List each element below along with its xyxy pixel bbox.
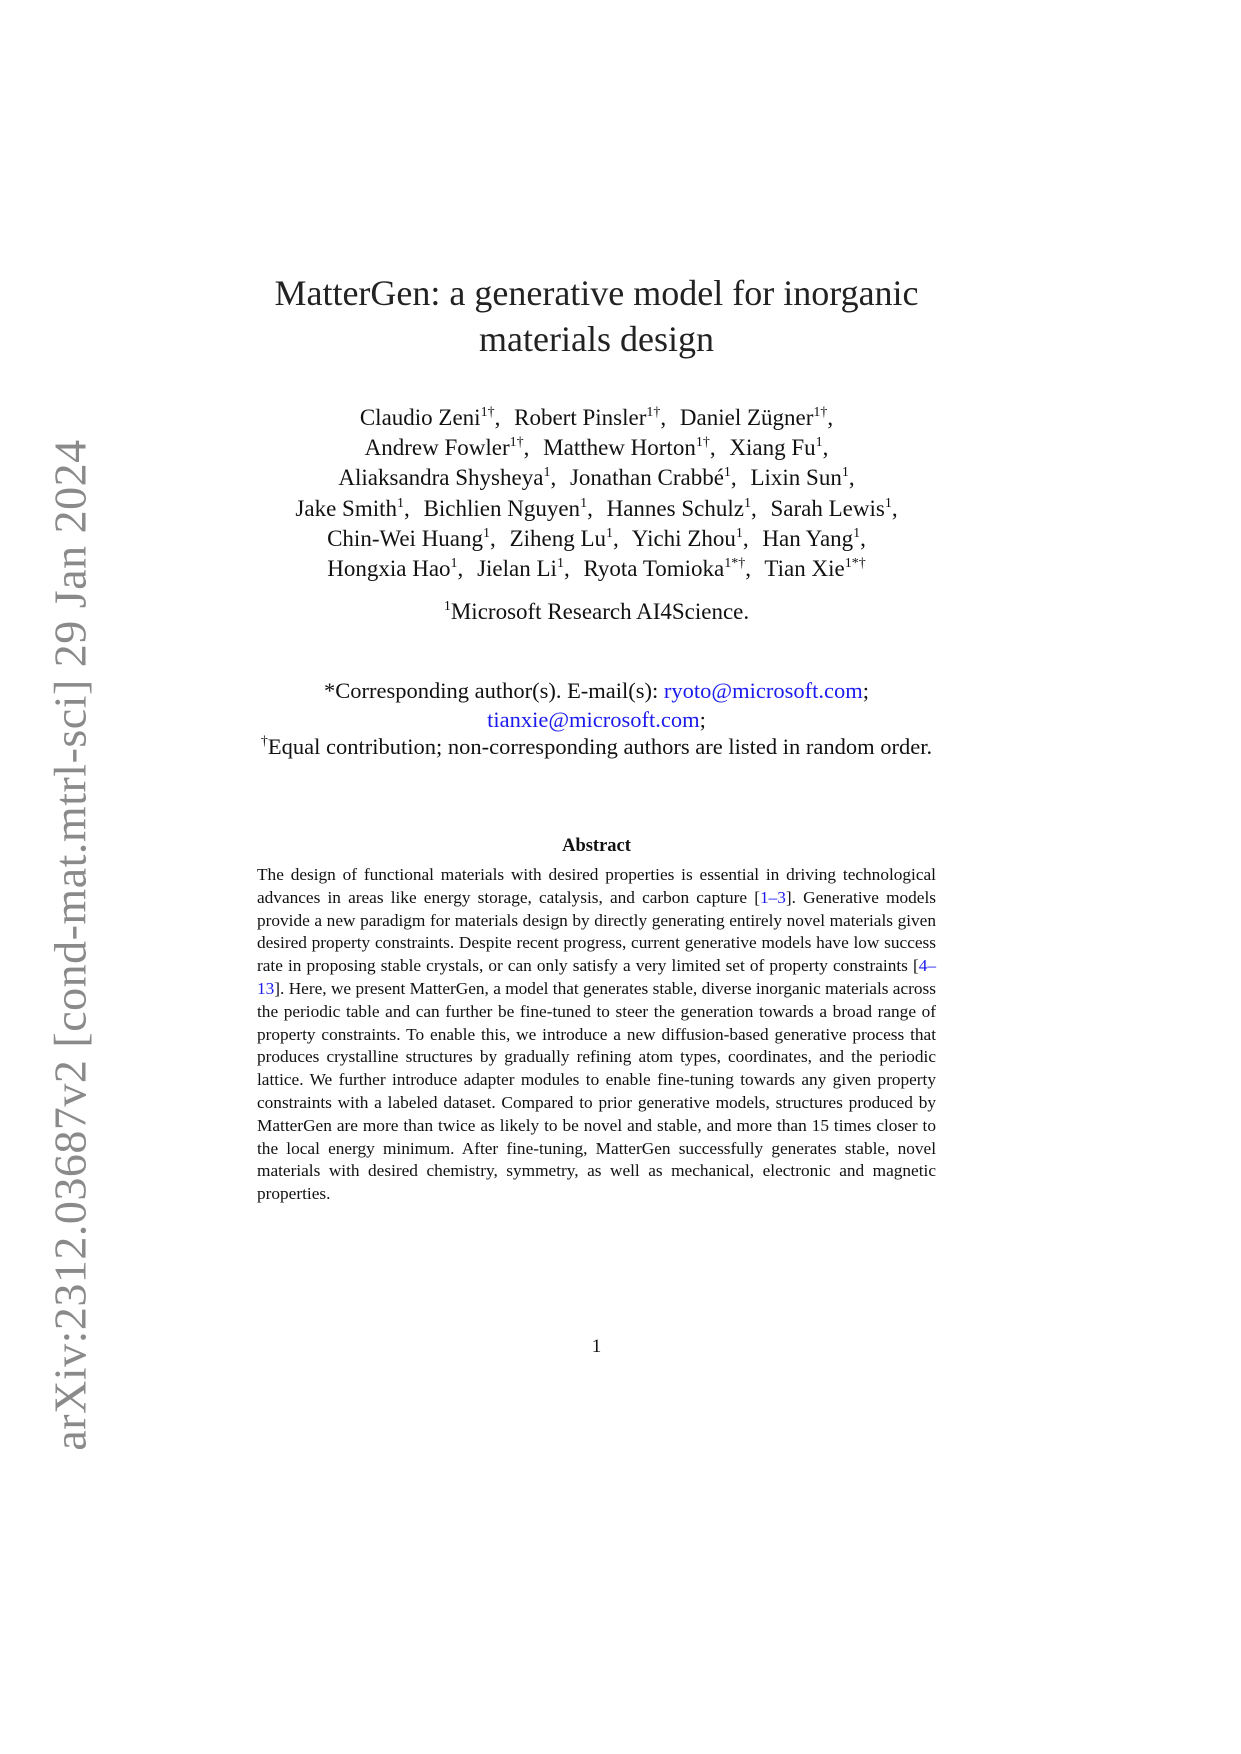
author: Jielan Li$^1$,	[477, 556, 570, 582]
author-list	[200, 403, 993, 584]
correspondence-prefix: *Corresponding author(s). E-mail(s):	[323, 678, 664, 703]
author: Lixin Sun$^1$,	[750, 465, 855, 491]
abstract-heading: Abstract	[562, 836, 631, 856]
email-link-ryoto[interactable]: ryoto@microsoft.com	[663, 678, 863, 703]
author: Yichi Zhou$^1$,	[631, 525, 749, 551]
author: Hongxia Hao$^1$,	[327, 556, 464, 582]
arxiv-identifier-stamp: arXiv:2312.03687v2 [cond-mat.mtrl-sci] 29 Jan 2024	[44, 439, 96, 1451]
author: Jonathan Crabbé$^1$,	[569, 465, 737, 491]
author: Andrew Fowler$^{1\dagger}$,	[364, 435, 530, 461]
author-line-6	[200, 554, 993, 584]
page-number: 1	[591, 1336, 602, 1357]
equal-contribution-note: †Equal contribution; non-corresponding authors are listed in random order.	[260, 734, 933, 759]
author-line-5	[200, 524, 993, 554]
title-line-1: MatterGen: a generative model for inorganic	[274, 273, 919, 313]
citation-link-4-13[interactable]: 4–13	[257, 956, 936, 998]
author: Ziheng Lu$^1$,	[509, 525, 619, 551]
author: Robert Pinsler$^{1\dagger}$,	[514, 405, 667, 430]
title-line-2: materials design	[479, 319, 714, 359]
author: Hannes Schulz$^1$,	[606, 495, 757, 521]
affiliation	[240, 597, 953, 627]
author: Han Yang$^1$,	[762, 525, 866, 551]
author: Daniel Zügner$^{1\dagger}$,	[679, 405, 834, 430]
author: Claudio Zeni$^{1\dagger}$,	[359, 405, 501, 430]
author-line-2	[200, 433, 993, 463]
affiliation-text: Microsoft Research AI4Science.	[450, 599, 750, 624]
author: Xiang Fu$^1$,	[729, 435, 829, 461]
paper-title	[240, 270, 953, 362]
author: Chin-Wei Huang$^1$,	[327, 525, 496, 551]
author-line-3	[200, 463, 993, 493]
author-line-1	[200, 403, 993, 433]
author: Tian Xie$^{1*\dagger}$	[764, 556, 866, 582]
email-link-tianxie[interactable]: tianxie@microsoft.com	[487, 706, 700, 732]
author-line-4	[200, 494, 993, 524]
corresponding-authors: *Corresponding author(s). E-mail(s): ryoto@microsoft.com; tianxie@microsoft.com;	[323, 678, 869, 732]
abstract-text: The design of functional materials with desired properties is essential in driving technological advances in areas like energy storage, catalysis, and carbon capture [1–3]. Generative models provide a new paradigm for materials design by directly generating entirely novel materials given desired property constraints. Despite recent progress, current generative models have low success rate in proposing stable crystals, or can only satisfy a very limited set of property constraints [4–13]. Here, we present MatterGen, a model that generates stable, diverse inorganic materials across the periodic table and can further be fine-tuned to steer the generation towards a broad range of property constraints. To enable this, we introduce a new diffusion-based generative process that produces crystalline structures by gradually refining atom types, coordinates, and the periodic lattice. We further introduce adapter modules to enable fine-tuning towards any given property constraints with a labeled dataset. Compared to prior generative models, structures produced by MatterGen are more than twice as likely to be novel and stable, and more than 15 times closer to the local energy minimum. After fine-tuning, MatterGen successfully generates stable, novel materials with desired chemistry, symmetry, as well as mechanical, electronic and magnetic properties.	[257, 865, 936, 1204]
author: Matthew Horton$^{1\dagger}$,	[543, 435, 716, 461]
author: Ryota Tomioka$^{1*\dagger}$,	[583, 556, 752, 582]
affiliation-mark: 1	[443, 599, 451, 614]
author: Bichlien Nguyen$^1$,	[423, 495, 593, 521]
author: Sarah Lewis$^1$,	[770, 495, 898, 521]
citation-link-1-3[interactable]: 1–3	[759, 887, 786, 907]
author: Jake Smith$^1$,	[295, 495, 410, 521]
dagger-mark: †	[260, 734, 268, 749]
author: Aliaksandra Shysheya$^1$,	[338, 465, 557, 491]
